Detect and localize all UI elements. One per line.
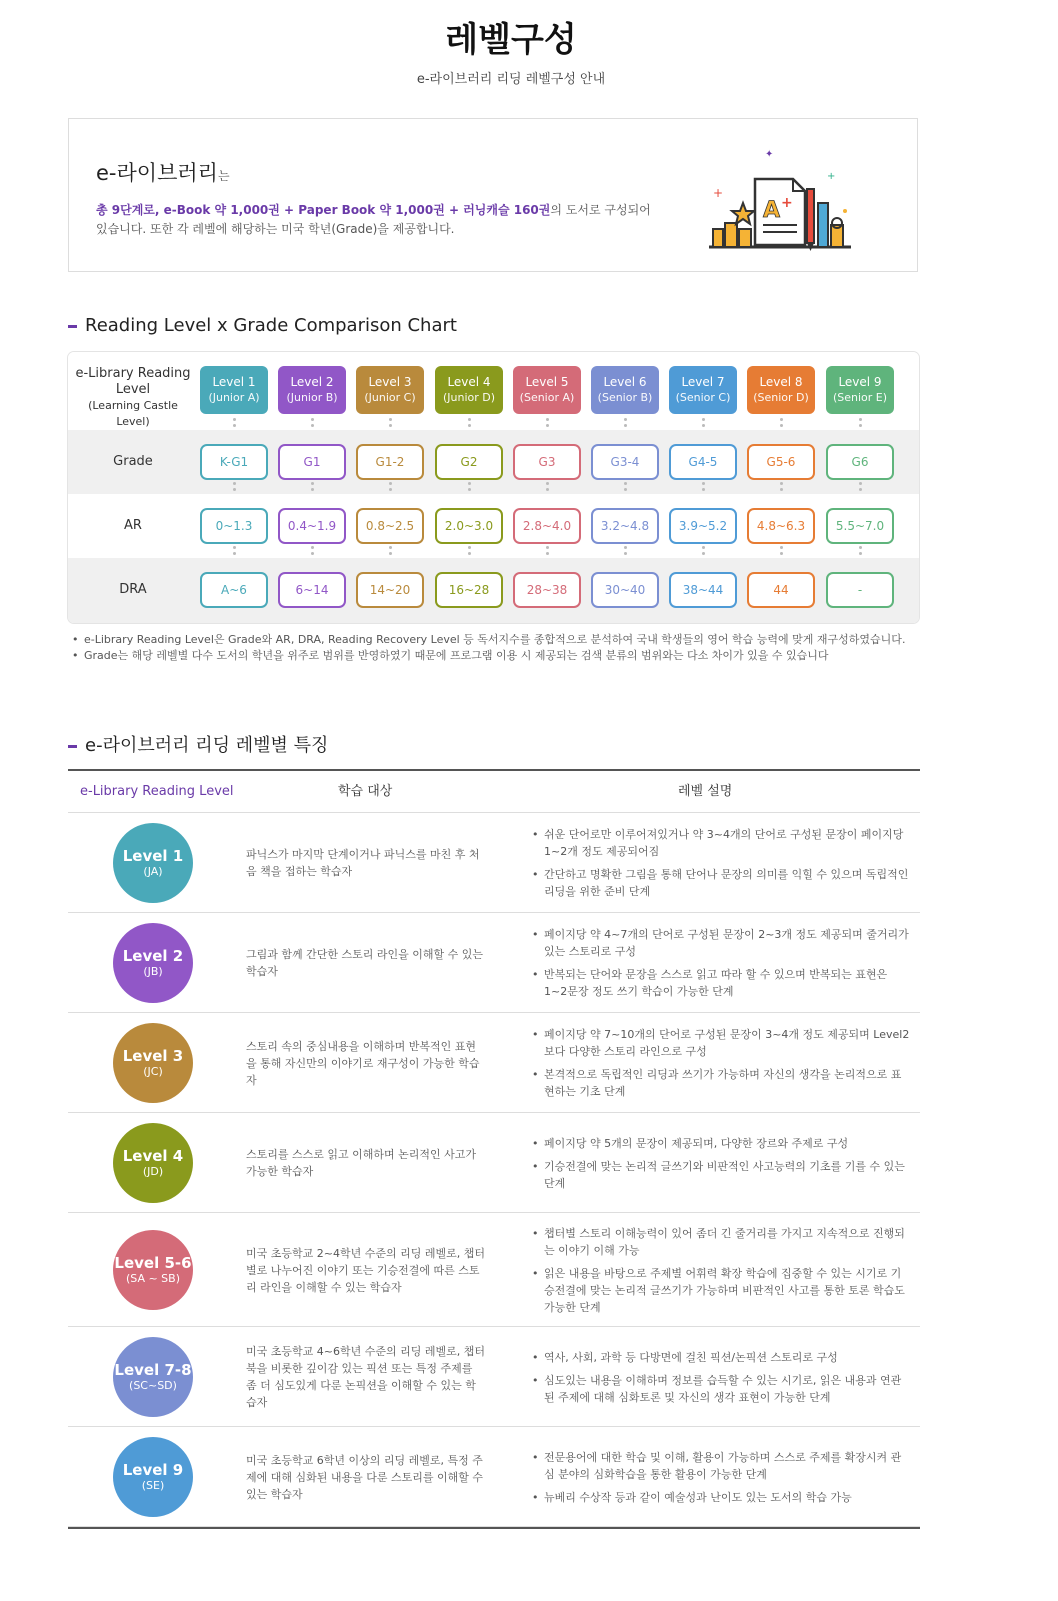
level-description — [530, 1349, 910, 1412]
level-name: Level 4 — [447, 375, 491, 389]
connector-dot — [233, 488, 236, 491]
connector-dot — [546, 424, 549, 427]
connector-dot — [468, 482, 471, 485]
level-subname: (Senior D) — [753, 391, 809, 404]
level-badge-code: (SC~SD) — [129, 1379, 177, 1392]
connector-dot — [780, 418, 783, 421]
level-badge — [113, 823, 193, 903]
learning-target: 파닉스가 마지막 단계이거나 파닉스를 마친 후 처음 책을 접하는 학습자 — [246, 848, 480, 878]
connector-dot — [468, 546, 471, 549]
level-badge — [113, 1230, 193, 1310]
ar-value-pill: 0~1.3 — [200, 508, 268, 544]
table-row — [68, 813, 920, 913]
connector-dot — [780, 546, 783, 549]
connector-dot — [311, 418, 314, 421]
table-row — [68, 1427, 920, 1527]
connector-dot — [233, 424, 236, 427]
level-badge-name: Level 4 — [122, 1147, 184, 1165]
features-table-header — [68, 769, 920, 813]
grade-value-pill: G4-5 — [669, 444, 737, 480]
learning-target: 스토리 속의 중심내용을 이해하며 반복적인 표현을 통해 자신만의 이야기로 재구성이 가능한 학습자 — [246, 1040, 480, 1087]
connector-dot — [780, 424, 783, 427]
level-badge — [113, 1337, 193, 1417]
ar-value-pill: 2.0~3.0 — [435, 508, 503, 544]
comparison-notes — [72, 632, 952, 664]
level-badge-code: (SA ~ SB) — [125, 1272, 181, 1285]
connector-dot — [546, 552, 549, 555]
connector-dot — [859, 552, 862, 555]
connector-dot — [859, 482, 862, 485]
connector-dot — [468, 418, 471, 421]
level-description — [530, 1135, 910, 1198]
table-row — [68, 1013, 920, 1113]
level-name: Level 8 — [759, 375, 803, 389]
connector-dot — [233, 418, 236, 421]
connector-dot — [233, 552, 236, 555]
comparison-header-label — [72, 366, 194, 430]
description-item: • 페이지당 약 4~7개의 단어로 구성된 문장이 2~3개 정도 제공되며 줄거리가 있는 스토리로 구성 — [530, 926, 910, 960]
level-header-box — [435, 366, 503, 414]
level-name: Level 1 — [212, 375, 256, 389]
grade-value-pill: G1-2 — [356, 444, 424, 480]
level-header-box — [826, 366, 894, 414]
connector-dot — [311, 424, 314, 427]
dra-value-pill: 28~38 — [513, 572, 581, 608]
connector-dot — [859, 424, 862, 427]
level-subname: (Senior A) — [519, 391, 575, 404]
table-row — [68, 1213, 920, 1327]
connector-dot — [702, 482, 705, 485]
table-row — [68, 913, 920, 1013]
connector-dot — [389, 418, 392, 421]
level-badge-name: Level 1 — [122, 847, 184, 865]
level-description — [530, 926, 910, 1006]
dra-value-pill: 44 — [747, 572, 815, 608]
ar-value-pill: 4.8~6.3 — [747, 508, 815, 544]
description-item: • 챕터별 스토리 이해능력이 있어 좀더 긴 줄거리를 가지고 지속적으로 진행되는 이야기 이해 가능 — [530, 1225, 910, 1259]
section-dash — [68, 745, 77, 748]
dra-value-pill: 14~20 — [356, 572, 424, 608]
grade-value-pill: K-G1 — [200, 444, 268, 480]
level-header-box — [356, 366, 424, 414]
ar-value-pill: 0.4~1.9 — [278, 508, 346, 544]
level-name: Level 7 — [681, 375, 725, 389]
level-badge-code: (JC) — [143, 1065, 163, 1078]
page-title: 레벨구성 — [445, 20, 577, 60]
intro-highlight: 총 9단계로, e-Book 약 1,000권 + Paper Book 약 1,000권 + 러닝캐슬 160권 — [96, 203, 551, 217]
grade-value-pill: G1 — [278, 444, 346, 480]
col-header-desc: 레벨 설명 — [678, 784, 733, 799]
level-name: Level 3 — [368, 375, 412, 389]
level-badge — [113, 1123, 193, 1203]
dra-value-pill: 30~40 — [591, 572, 659, 608]
level-badge-name: Level 5-6 — [114, 1254, 192, 1272]
level-header-box — [747, 366, 815, 414]
connector-dot — [546, 418, 549, 421]
header-label-line2: (Learning Castle Level) — [88, 399, 178, 428]
ar-value-pill: 5.5~7.0 — [826, 508, 894, 544]
connector-dot — [702, 418, 705, 421]
connector-dot — [233, 546, 236, 549]
level-header-box — [669, 366, 737, 414]
svg-text:A: A — [763, 198, 781, 223]
connector-dot — [311, 488, 314, 491]
connector-dot — [780, 482, 783, 485]
learning-target: 미국 초등학교 6학년 이상의 리딩 레벨로, 특정 주제에 대해 심화된 내용을 다룬 스토리를 이해할 수 있는 학습자 — [246, 1454, 483, 1501]
connector-dot — [624, 482, 627, 485]
level-name: Level 9 — [838, 375, 882, 389]
dra-value-pill: 6~14 — [278, 572, 346, 608]
level-badge — [113, 923, 193, 1003]
level-badge-code: (JD) — [142, 1165, 164, 1178]
intro-box — [68, 118, 918, 272]
description-item: • 뉴베리 수상작 등과 같이 예술성과 난이도 있는 도서의 학습 가능 — [530, 1489, 910, 1506]
grade-value-pill: G6 — [826, 444, 894, 480]
connector-dot — [389, 488, 392, 491]
ar-value-pill: 0.8~2.5 — [356, 508, 424, 544]
connector-dot — [311, 546, 314, 549]
table-row — [68, 1113, 920, 1213]
features-section-title-text: e-라이브러리 리딩 레벨별 특징 — [85, 735, 329, 756]
grade-row-label: Grade — [113, 454, 153, 469]
comparison-section-title — [68, 315, 457, 336]
header-label-line1: e-Library Reading Level — [75, 366, 191, 397]
connector-dot — [389, 424, 392, 427]
level-subname: (Junior B) — [286, 391, 338, 404]
grade-value-pill: G2 — [435, 444, 503, 480]
intro-heading-suffix: 는 — [217, 169, 230, 183]
level-description — [530, 1449, 910, 1512]
description-item: • 쉬운 단어로만 이루어져있거나 약 3~4개의 단어로 구성된 문장이 페이지당 1~2개 정도 제공되어짐 — [530, 826, 910, 860]
grade-value-pill: G5-6 — [747, 444, 815, 480]
level-header-box — [513, 366, 581, 414]
connector-dot — [389, 482, 392, 485]
level-name: Level 6 — [603, 375, 647, 389]
connector-dot — [624, 424, 627, 427]
level-subname: (Junior D) — [442, 391, 496, 404]
description-item: • 읽은 내용을 바탕으로 주제별 어휘력 확장 학습에 집중할 수 있는 시기로 기승전결에 맞는 논리적 글쓰기가 가능하며 비판적인 사고를 통한 토론 학습도 가능한 단계 — [530, 1265, 910, 1316]
level-badge-code: (SE) — [141, 1479, 165, 1492]
level-badge-code: (JB) — [143, 965, 163, 978]
connector-dot — [624, 552, 627, 555]
connector-dot — [546, 482, 549, 485]
connector-dot — [233, 482, 236, 485]
connector-dot — [859, 546, 862, 549]
level-name: Level 5 — [525, 375, 569, 389]
ar-value-pill: 2.8~4.0 — [513, 508, 581, 544]
level-badge-name: Level 7-8 — [114, 1361, 192, 1379]
level-header-box — [591, 366, 659, 414]
connector-dot — [780, 488, 783, 491]
dra-value-pill: 16~28 — [435, 572, 503, 608]
level-name: Level 2 — [290, 375, 334, 389]
connector-dot — [389, 546, 392, 549]
level-description — [530, 1026, 910, 1106]
level-badge-code: (JA) — [143, 865, 163, 878]
description-item: • 본격적으로 독립적인 리딩과 쓰기가 가능하며 자신의 생각을 논리적으로 표현하는 기초 단계 — [530, 1066, 910, 1100]
dra-value-pill: 38~44 — [669, 572, 737, 608]
svg-text:+: + — [781, 195, 793, 211]
learning-target: 미국 초등학교 4~6학년 수준의 리딩 레벨로, 챕터북을 비롯한 깊이감 있는 픽션 또는 특정 주제를 좀 더 심도있게 다룬 논픽션을 이해할 수 있는 학습자 — [246, 1345, 485, 1409]
section-dash — [68, 325, 77, 328]
level-subname: (Junior C) — [364, 391, 416, 404]
a-plus-document-illustration — [705, 145, 855, 255]
grade-value-pill: G3 — [513, 444, 581, 480]
dra-row-label: DRA — [119, 582, 147, 597]
level-subname: (Senior E) — [832, 391, 888, 404]
ar-row-label: AR — [124, 518, 142, 533]
note-item: • Grade는 해당 레벨별 다수 도서의 학년을 위주로 범위를 반영하였기 때문에 프로그램 이용 시 제공되는 검색 분류의 범위와는 다소 차이가 있을 수 있습니다 — [72, 648, 952, 664]
description-item: • 기승전결에 맞는 논리적 글쓰기와 비판적인 사고능력의 기초를 기를 수 있는 단계 — [530, 1158, 910, 1192]
intro-text — [96, 201, 656, 239]
level-subname: (Junior A) — [208, 391, 260, 404]
learning-target: 그림과 함께 간단한 스토리 라인을 이해할 수 있는 학습자 — [246, 948, 483, 978]
learning-target: 스토리를 스스로 읽고 이해하며 논리적인 사고가 가능한 학습자 — [246, 1148, 477, 1178]
connector-dot — [859, 488, 862, 491]
intro-text-rest: 의 도서로 구성되어 있습니다. 또한 각 레벨에 해당하는 미국 학년(Grade)을 제공합니다. — [96, 203, 651, 236]
connector-dot — [546, 488, 549, 491]
level-subname: (Senior B) — [597, 391, 653, 404]
level-badge-name: Level 2 — [122, 947, 184, 965]
grade-value-pill: G3-4 — [591, 444, 659, 480]
features-section-title — [68, 731, 328, 757]
ar-value-pill: 3.9~5.2 — [669, 508, 737, 544]
intro-heading-main: e-라이브러리 — [96, 161, 218, 185]
connector-dot — [859, 418, 862, 421]
level-badge — [113, 1023, 193, 1103]
ar-value-pill: 3.2~4.8 — [591, 508, 659, 544]
comparison-section-title-text: Reading Level x Grade Comparison Chart — [85, 315, 457, 336]
dra-value-pill: - — [826, 572, 894, 608]
level-badge-name: Level 3 — [122, 1047, 184, 1065]
level-badge-name: Level 9 — [122, 1461, 184, 1479]
level-description — [530, 1225, 910, 1322]
level-header-box — [200, 366, 268, 414]
level-badge — [113, 1437, 193, 1517]
description-item: • 반복되는 단어와 문장을 스스로 읽고 따라 할 수 있으며 반복되는 표현은 1~2문장 정도 쓰기 학습이 가능한 단계 — [530, 966, 910, 1000]
level-header-box — [278, 366, 346, 414]
intro-heading — [96, 157, 230, 187]
table-bottom-border — [68, 1527, 920, 1529]
svg-text:+: + — [713, 186, 724, 200]
comparison-table — [68, 352, 919, 623]
connector-dot — [311, 552, 314, 555]
svg-text:+: + — [827, 171, 836, 182]
description-item: • 심도있는 내용을 이해하며 정보를 습득할 수 있는 시기로, 읽은 내용과 연관된 주제에 대해 심화토론 및 자신의 생각 표현이 가능한 단계 — [530, 1372, 910, 1406]
connector-dot — [389, 552, 392, 555]
dra-value-pill: A~6 — [200, 572, 268, 608]
table-row — [68, 1327, 920, 1427]
description-item: • 페이지당 약 5개의 문장이 제공되며, 다양한 장르와 주제로 구성 — [530, 1135, 910, 1152]
page-subtitle: e-라이브러리 리딩 레벨구성 안내 — [416, 72, 606, 87]
col-header-target: 학습 대상 — [338, 784, 393, 799]
description-item: • 역사, 사회, 과학 등 다방면에 걸친 픽션/논픽션 스토리로 구성 — [530, 1349, 910, 1366]
note-item: • e-Library Reading Level은 Grade와 AR, DRA, Reading Recovery Level 등 독서지수를 종합적으로 분석하여 국내 학생들의 영어 학습 능력에 맞게 재구성하였습니다. — [72, 632, 952, 648]
connector-dot — [702, 424, 705, 427]
connector-dot — [624, 546, 627, 549]
description-item: • 페이지당 약 7~10개의 단어로 구성된 문장이 3~4개 정도 제공되며 Level2보다 다양한 스토리 라인으로 구성 — [530, 1026, 910, 1060]
connector-dot — [780, 552, 783, 555]
connector-dot — [468, 424, 471, 427]
connector-dot — [624, 488, 627, 491]
description-item: • 전문용어에 대한 학습 및 이해, 활용이 가능하며 스스로 주제를 확장시켜 관심 분야의 심화학습을 통한 활용이 가능한 단계 — [530, 1449, 910, 1483]
learning-target: 미국 초등학교 2~4학년 수준의 리딩 레벨로, 챕터별로 나누어진 이야기 또는 기승전결에 따른 스토리 라인을 이해할 수 있는 학습자 — [246, 1247, 485, 1294]
connector-dot — [702, 488, 705, 491]
level-description — [530, 826, 910, 906]
connector-dot — [468, 552, 471, 555]
connector-dot — [546, 546, 549, 549]
col-header-level: e-Library Reading Level — [80, 784, 234, 799]
connector-dot — [702, 552, 705, 555]
svg-text:✦: ✦ — [765, 149, 774, 160]
connector-dot — [468, 488, 471, 491]
connector-dot — [702, 546, 705, 549]
level-subname: (Senior C) — [675, 391, 731, 404]
connector-dot — [311, 482, 314, 485]
connector-dot — [624, 418, 627, 421]
description-item: • 간단하고 명확한 그림을 통해 단어나 문장의 의미를 익힐 수 있으며 독립적인 리딩을 위한 준비 단계 — [530, 866, 910, 900]
